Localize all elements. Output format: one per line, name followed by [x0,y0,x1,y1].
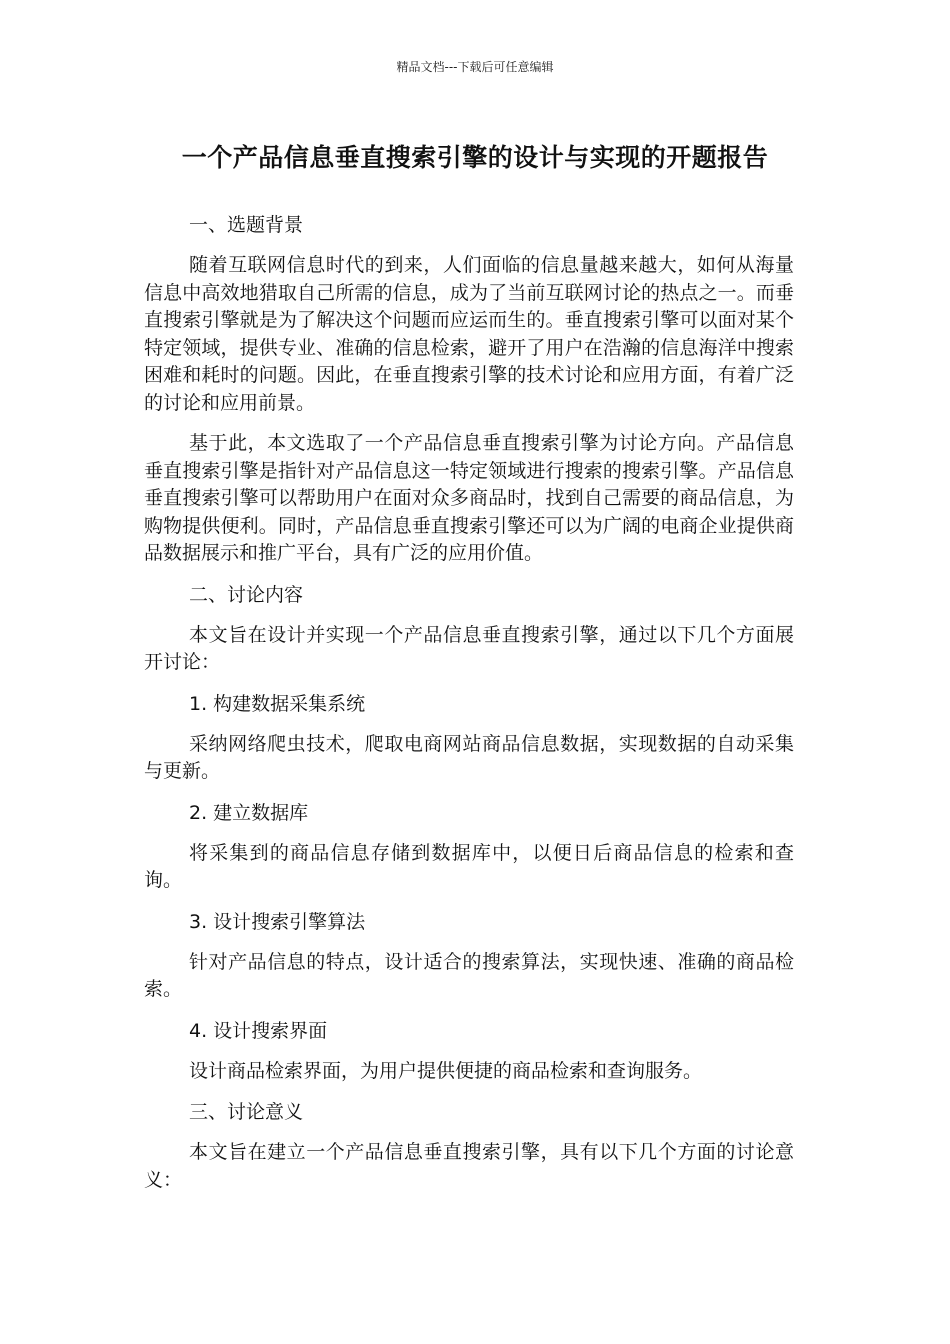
paragraph-search-algorithm: 针对产品信息的特点，设计适合的搜索算法，实现快速、准确的商品检索。 [144,950,794,1000]
paragraph-significance-intro: 本文旨在建立一个产品信息垂直搜索引擎，具有以下几个方面的讨论意义： [144,1141,794,1191]
subheading-search-interface: 4. 设计搜索界面 [189,1019,328,1042]
subheading-database: 2. 建立数据库 [189,801,309,824]
paragraph-search-interface: 设计商品检索界面，为用户提供便捷的商品检索和查询服务。 [189,1059,703,1082]
document-title: 一个产品信息垂直搜索引擎的设计与实现的开题报告 [181,143,769,172]
subheading-search-algorithm: 3. 设计搜索引擎算法 [189,910,366,933]
section-heading-background: 一、选题背景 [189,214,304,236]
document-body [144,211,794,1207]
paragraph-database: 将采集到的商品信息存储到数据库中，以便日后商品信息的检索和查询。 [144,841,794,891]
paragraph-background-2: 基于此，本文选取了一个产品信息垂直搜索引擎为讨论方向。产品信息垂直搜索引擎是指针对产品信息这一特定领域进行搜索的搜索引擎。产品信息垂直搜索引擎可以帮助用户在面对众多商品时，找到自己需要的商品信息，为购物提供便利。同时，产品信息垂直搜索引擎还可以为广阔的电商企业提供商品数据展示和推广平台，具有广泛的应用价值。 [144,432,794,564]
paragraph-background-1: 随着互联网信息时代的到来，人们面临的信息量越来越大，如何从海量信息中高效地猎取自己所需的信息，成为了当前互联网讨论的热点之一。而垂直搜索引擎就是为了解决这个问题而应运而生的。垂直搜索引擎可以面对某个特定领域，提供专业、准确的信息检索，避开了用户在浩瀚的信息海洋中搜索困难和耗时的问题。因此，在垂直搜索引擎的技术讨论和应用方面，有着广泛的讨论和应用前景。 [144,254,794,414]
section-heading-significance: 三、讨论意义 [189,1101,304,1123]
paragraph-data-collection: 采纳网络爬虫技术，爬取电商网站商品信息数据，实现数据的自动采集与更新。 [144,732,794,782]
section-heading-content: 二、讨论内容 [189,583,304,606]
paragraph-content-intro: 本文旨在设计并实现一个产品信息垂直搜索引擎，通过以下几个方面展开讨论： [144,623,794,673]
subheading-data-collection: 1. 构建数据采集系统 [189,692,366,715]
header-note: 精品文档---下载后可任意编辑 [396,60,554,74]
